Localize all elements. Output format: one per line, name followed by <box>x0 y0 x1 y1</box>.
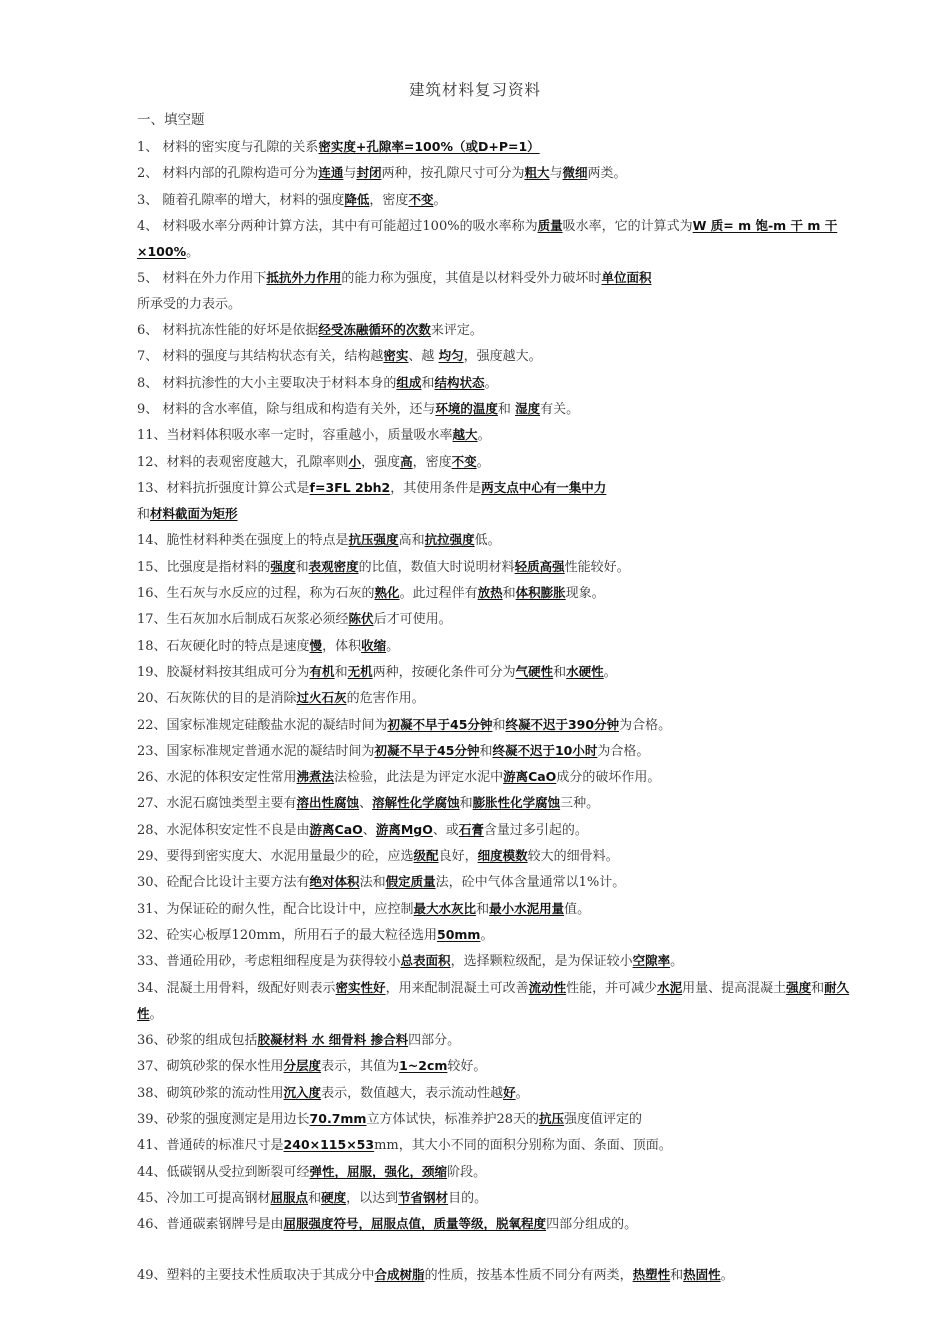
question-text: 17、生石灰加水后制成石灰浆必须经 <box>137 612 349 628</box>
question-list <box>137 134 867 1289</box>
question-text: 3、 随着孔隙率的增大，材料的强度 <box>137 192 345 208</box>
question-text: 20、石灰陈伏的目的是消除 <box>137 691 297 707</box>
question-text: ，密度 <box>412 454 452 470</box>
answer-text: 抗压 <box>539 1110 565 1126</box>
answer-text: 游离CaO <box>309 821 363 837</box>
question-text: 两类。 <box>587 166 627 182</box>
question-text: 38、砌筑砂浆的流动性用 <box>137 1085 284 1101</box>
answer-text: 材料截面为矩形 <box>150 506 238 522</box>
question-text: 31、为保证砼的耐久性，配合比设计中，应控制 <box>137 901 414 917</box>
question-text: 性能较好。 <box>564 559 630 575</box>
question-text: 8、 材料抗渗性的大小主要取决于材料本身的 <box>137 375 397 391</box>
question-text: 和 <box>553 664 567 680</box>
answer-text: 总表面积 <box>400 953 451 969</box>
question-text: 。 <box>476 454 490 470</box>
question-line <box>137 817 867 843</box>
answer-text: 无机 <box>347 663 373 679</box>
question-line <box>137 633 867 659</box>
question-line <box>137 948 867 974</box>
question-text: mm，其大小不同的面积分别称为面、条面、顶面。 <box>374 1138 672 1154</box>
question-text: 45、冷加工可提高钢材 <box>137 1190 271 1206</box>
question-text: 。 <box>515 1085 529 1101</box>
question-text: 。 <box>477 428 491 444</box>
question-text: 表示，其值为 <box>321 1059 400 1075</box>
answer-text: 流动性 <box>528 979 567 995</box>
answer-text: 均匀 <box>438 348 464 364</box>
answer-text: 轻质高强 <box>514 558 565 574</box>
question-text: 的性质，按基本性质不同分有两类， <box>424 1268 633 1284</box>
answer-text: 小 <box>348 453 362 469</box>
question-text: 的能力称为强度，其值是以材料受外力破坏时 <box>341 271 602 287</box>
question-line <box>137 764 867 790</box>
answer-text: 两支点中心有一集中力 <box>481 479 607 495</box>
answer-text: 连通 <box>318 165 344 181</box>
answer-text: 密实性好 <box>335 979 386 995</box>
question-text: 14、脆性材料种类在强度上的特点是 <box>137 533 349 549</box>
question-line <box>137 1185 867 1211</box>
question-text: 的比值，数值大时说明材料 <box>358 559 515 575</box>
answer-text: 强度 <box>270 558 296 574</box>
answer-text: 越大 <box>452 427 478 443</box>
question-line <box>137 1159 867 1185</box>
answer-text: 假定质量 <box>385 874 436 890</box>
question-text: 吸水率，它的计算式为 <box>562 218 693 234</box>
answer-text: 70.7mm <box>309 1110 367 1126</box>
question-text: 所承受的力表示。 <box>137 296 242 312</box>
answer-text: 过火石灰 <box>296 690 347 706</box>
question-line <box>137 449 867 475</box>
question-line <box>137 554 867 580</box>
question-line <box>137 975 867 1028</box>
answer-text: 结构状态 <box>434 374 485 390</box>
answer-text: 石膏 <box>458 821 484 837</box>
question-text: 和 <box>308 1190 322 1206</box>
question-text: 强度值评定的 <box>564 1111 643 1127</box>
question-text: 和 <box>137 507 151 523</box>
answer-text: 最大水灰比 <box>413 900 477 916</box>
question-text: 良好， <box>438 849 478 865</box>
answer-text: 陈伏 <box>348 611 374 627</box>
question-text: 和 <box>502 586 516 602</box>
question-text: 与 <box>549 166 563 182</box>
question-text: 和 <box>492 717 506 733</box>
question-text: ，以达到 <box>346 1190 399 1206</box>
question-text: 28、水泥体积安定性不良是由 <box>137 822 310 838</box>
question-line <box>137 527 867 553</box>
answer-text: 最小水泥用量 <box>489 900 565 916</box>
answer-text: 游离MgO <box>375 821 433 837</box>
answer-text: 溶出性腐蚀 <box>296 795 360 811</box>
answer-text: 体积膨胀 <box>515 585 566 601</box>
answer-text: 初凝不早于45分钟 <box>387 716 493 732</box>
question-line <box>137 343 867 369</box>
question-line <box>137 922 867 948</box>
question-line <box>137 685 867 711</box>
question-text: 。 <box>433 192 447 208</box>
question-text: 32、砼实心板厚120mm，所用石子的最大粒径选用 <box>137 927 438 943</box>
question-text: ，强度越大。 <box>463 349 542 365</box>
question-text: 四部分组成的。 <box>546 1217 638 1233</box>
answer-text: 封闭 <box>356 165 382 181</box>
question-text: 和 <box>479 743 493 759</box>
question-text: 阶段。 <box>447 1164 487 1180</box>
question-text: 7、 材料的强度与其结构状态有关，结构越 <box>137 349 384 365</box>
answer-text: 密实 <box>383 348 409 364</box>
question-line <box>137 606 867 632</box>
answer-text: 水硬性 <box>566 663 604 679</box>
answer-text: 环境的温度 <box>435 400 498 416</box>
question-line <box>137 475 867 501</box>
question-text: 有关。 <box>540 401 580 417</box>
question-line <box>137 896 867 922</box>
question-text: 13、材料抗折强度计算公式是 <box>137 480 310 496</box>
answer-text: 热固性 <box>683 1267 721 1283</box>
answer-text: 慢 <box>309 637 323 653</box>
question-text: 和 <box>421 375 435 391</box>
answer-text: 放热 <box>477 585 503 601</box>
question-line <box>137 1132 867 1158</box>
question-text: 30、砼配合比设计主要方法有 <box>137 875 310 891</box>
question-line <box>137 317 867 343</box>
question-text: ，密度 <box>369 192 409 208</box>
question-text: 为合格。 <box>619 717 672 733</box>
question-text: 6、 材料抗冻性能的好坏是依据 <box>137 323 319 339</box>
question-text: 值。 <box>564 901 591 917</box>
question-text: 18、石灰硬化时的特点是速度 <box>137 638 310 654</box>
answer-text: 50mm <box>437 926 481 942</box>
question-text: 26、水泥的体积安定性常用 <box>137 770 297 786</box>
answer-text: 终凝不迟于10小时 <box>492 742 598 758</box>
answer-text: 抵抗外力作用 <box>266 270 342 286</box>
question-text: ，用来配制混凝土可改善 <box>385 980 529 996</box>
question-text: 19、胶凝材料按其组成可分为 <box>137 664 310 680</box>
question-text: 现象。 <box>565 586 605 602</box>
question-line <box>137 1080 867 1106</box>
question-text: 两种，按孔隙尺寸可分为 <box>381 166 525 182</box>
question-line <box>137 265 867 291</box>
question-line <box>137 292 867 317</box>
answer-text: 细度模数 <box>477 848 528 864</box>
question-text: 和 <box>476 901 490 917</box>
question-line <box>137 422 867 448</box>
question-line <box>137 869 867 895</box>
question-text: 低。 <box>474 533 501 549</box>
question-text: 为合格。 <box>597 743 650 759</box>
answer-text: 耐久性 <box>137 979 850 1021</box>
question-line <box>137 134 867 160</box>
question-text: 12、材料的表观密度越大，孔隙率则 <box>137 454 349 470</box>
section-heading: 一、填空题 <box>137 112 205 128</box>
question-line <box>137 1027 867 1053</box>
answer-text: 空隙率 <box>632 953 671 969</box>
question-text: 性能，并可减少 <box>566 980 658 996</box>
question-text: 、或 <box>432 822 459 838</box>
question-text: 2、 材料内部的孔隙构造可分为 <box>137 166 319 182</box>
question-text: 高和 <box>398 533 425 549</box>
question-text: 34、混凝土用骨料，级配好则表示 <box>137 980 336 996</box>
document-title: 建筑材料复习资料 <box>408 81 541 99</box>
answer-text: 不变 <box>451 453 477 469</box>
question-text: 。 <box>603 664 617 680</box>
question-text: 来评定。 <box>430 323 483 339</box>
answer-text: 质量 <box>537 217 563 233</box>
answer-text: 单位面积 <box>601 270 652 286</box>
question-line <box>137 580 867 606</box>
question-text: 29、要得到密实度大、水泥用量最少的砼，应选 <box>137 849 414 865</box>
question-text: 、 <box>362 822 376 838</box>
answer-text: 硬度 <box>321 1189 347 1205</box>
answer-text: 节省钢材 <box>398 1189 449 1205</box>
answer-text: 抗压强度 <box>348 532 399 548</box>
question-text: 41、普通砖的标准尺寸是 <box>137 1138 284 1154</box>
answer-text: 有机 <box>309 663 335 679</box>
question-text: 表示，数值越大，表示流动性越 <box>321 1085 504 1101</box>
answer-text: 膨胀性化学腐蚀 <box>472 795 561 811</box>
question-line <box>137 790 867 816</box>
question-text: 含量过多引起的。 <box>483 822 588 838</box>
question-text: 5、 材料在外力作用下 <box>137 271 267 287</box>
question-text: 。此过程伴有 <box>399 586 478 602</box>
question-text: 、越 <box>408 349 439 365</box>
question-line <box>137 1262 867 1288</box>
question-text: 。 <box>480 927 494 943</box>
question-line <box>137 738 867 764</box>
answer-text: 合成树脂 <box>374 1267 425 1283</box>
question-text: 和 <box>459 796 473 812</box>
answer-text: 气硬性 <box>515 663 554 679</box>
question-line <box>137 396 867 422</box>
question-text: 三种。 <box>560 796 600 812</box>
answer-text: 水泥 <box>657 979 683 995</box>
answer-text: 高 <box>400 453 413 469</box>
answer-text: 分层度 <box>283 1058 322 1074</box>
answer-text: W 质= m 饱-m 干 m 干 ×100% <box>137 217 838 260</box>
blank-gap <box>137 1237 867 1262</box>
question-line <box>137 501 867 527</box>
question-text: 的危害作用。 <box>346 691 425 707</box>
question-text: 成分的破坏作用。 <box>556 770 661 786</box>
question-text: 和 <box>497 401 516 417</box>
question-text: 目的。 <box>448 1190 488 1206</box>
answer-text: 好 <box>503 1084 516 1100</box>
question-text: 立方体试快，标准养护28天的 <box>366 1111 539 1127</box>
question-text: 和 <box>670 1268 684 1284</box>
question-text: 44、低碳钢从受拉到断裂可经 <box>137 1164 310 1180</box>
question-text: 37、砌筑砂浆的保水性用 <box>137 1059 284 1075</box>
answer-text: 溶解性化学腐蚀 <box>372 795 460 811</box>
question-text: ，体积 <box>322 638 362 654</box>
question-text: ，强度 <box>361 454 401 470</box>
answer-text: 强度 <box>786 979 812 995</box>
question-text: 49、塑料的主要技术性质取决于其成分中 <box>137 1268 375 1284</box>
answer-text: 降低 <box>344 191 370 207</box>
answer-text: 密实度+孔隙率=100%（或D+P=1） <box>318 139 540 154</box>
question-text: 23、国家标准规定普通水泥的凝结时间为 <box>137 743 375 759</box>
question-text: 用量、提高混凝土 <box>682 980 787 996</box>
answer-text: 抗拉强度 <box>424 532 475 548</box>
question-text: ，其使用条件是 <box>390 480 482 496</box>
answer-text: 表观密度 <box>308 558 359 574</box>
question-line <box>137 213 867 266</box>
question-line <box>137 712 867 738</box>
answer-text: 沉入度 <box>283 1084 322 1100</box>
question-text: 法，砼中气体含量通常以1%计。 <box>435 875 626 891</box>
question-text: 较好。 <box>447 1059 487 1075</box>
answer-text: 游离CaO <box>503 769 557 785</box>
answer-text: 初凝不早于45分钟 <box>374 742 480 758</box>
question-line <box>137 160 867 186</box>
question-text: 。 <box>484 375 498 391</box>
answer-text: 微细 <box>562 165 588 181</box>
question-text: 9、 材料的含水率值，除与组成和构造有关外，还与 <box>137 401 436 417</box>
question-line <box>137 370 867 396</box>
question-text: 。 <box>670 954 684 970</box>
question-text: 27、水泥石腐蚀类型主要有 <box>137 796 297 812</box>
question-text: 法检验，此法是为评定水泥中 <box>334 770 504 786</box>
question-text: 22、国家标准规定硅酸盐水泥的凝结时间为 <box>137 717 388 733</box>
question-text: 36、砂浆的组成包括 <box>137 1033 258 1049</box>
question-text: 。 <box>186 245 200 261</box>
answer-text: 屈服点 <box>270 1189 309 1205</box>
question-text: 33、普通砼用砂，考虑粗细程度是为获得较小 <box>137 954 401 970</box>
answer-text: 绝对体积 <box>309 874 360 890</box>
question-text: 。 <box>386 638 400 654</box>
question-text: 。 <box>149 1006 163 1022</box>
question-line <box>137 1106 867 1132</box>
answer-text: 1~2cm <box>399 1058 448 1074</box>
question-text: 四部分。 <box>408 1033 461 1049</box>
question-text: 法和 <box>359 875 386 891</box>
question-text: 两种，按硬化条件可分为 <box>372 664 516 680</box>
question-line <box>137 187 867 213</box>
question-text: 较大的细骨料。 <box>527 849 619 865</box>
question-text: 15、比强度是指材料的 <box>137 559 271 575</box>
question-text: 与 <box>343 166 357 182</box>
answer-text: 粗大 <box>524 165 550 181</box>
question-text: 和 <box>295 559 309 575</box>
question-text: 1、 材料的密实度与孔隙的关系 <box>137 140 319 155</box>
question-text: 4、 材料吸水率分两种计算方法，其中有可能超过100%的吸水率称为 <box>137 218 538 234</box>
question-text: 和 <box>811 980 825 996</box>
answer-text: 不变 <box>408 191 434 207</box>
question-text: 、 <box>359 796 373 812</box>
answer-text: 组成 <box>396 374 422 390</box>
question-text: 16、生石灰与水反应的过程，称为石灰的 <box>137 586 375 602</box>
question-text: 和 <box>334 664 348 680</box>
question-text: 39、砂浆的强度测定是用边长 <box>137 1111 310 1127</box>
question-line <box>137 843 867 869</box>
answer-text: 弹性，屈服，强化，颈缩 <box>309 1163 448 1179</box>
answer-text: 收缩 <box>361 637 387 653</box>
answer-text: 240×115×53 <box>283 1137 375 1153</box>
answer-text: 级配 <box>413 848 439 864</box>
question-text: 46、普通碳素钢牌号是由 <box>137 1217 284 1233</box>
question-line <box>137 659 867 685</box>
question-line <box>137 1211 867 1237</box>
question-text: 后才可使用。 <box>373 612 452 628</box>
question-text: 。 <box>720 1268 734 1284</box>
answer-text: f=3FL 2bh2 <box>309 479 391 495</box>
answer-text: 湿度 <box>515 400 541 416</box>
answer-text: 熟化 <box>374 585 400 601</box>
answer-text: 屈服强度符号，屈服点值，质量等级，脱氧程度 <box>283 1216 547 1232</box>
question-line <box>137 1053 867 1079</box>
answer-text: 终凝不迟于390分钟 <box>505 716 620 732</box>
answer-text: 经受冻融循环的次数 <box>318 322 431 338</box>
question-text: ，选择颗粒级配，是为保证较小 <box>450 954 633 970</box>
answer-text: 胶凝材料 水 细骨料 掺合料 <box>257 1032 409 1048</box>
answer-text: 沸煮法 <box>296 769 335 785</box>
question-text: 11、当材料体积吸水率一定时，容重越小，质量吸水率 <box>137 428 453 444</box>
answer-text: 热塑性 <box>632 1267 671 1283</box>
